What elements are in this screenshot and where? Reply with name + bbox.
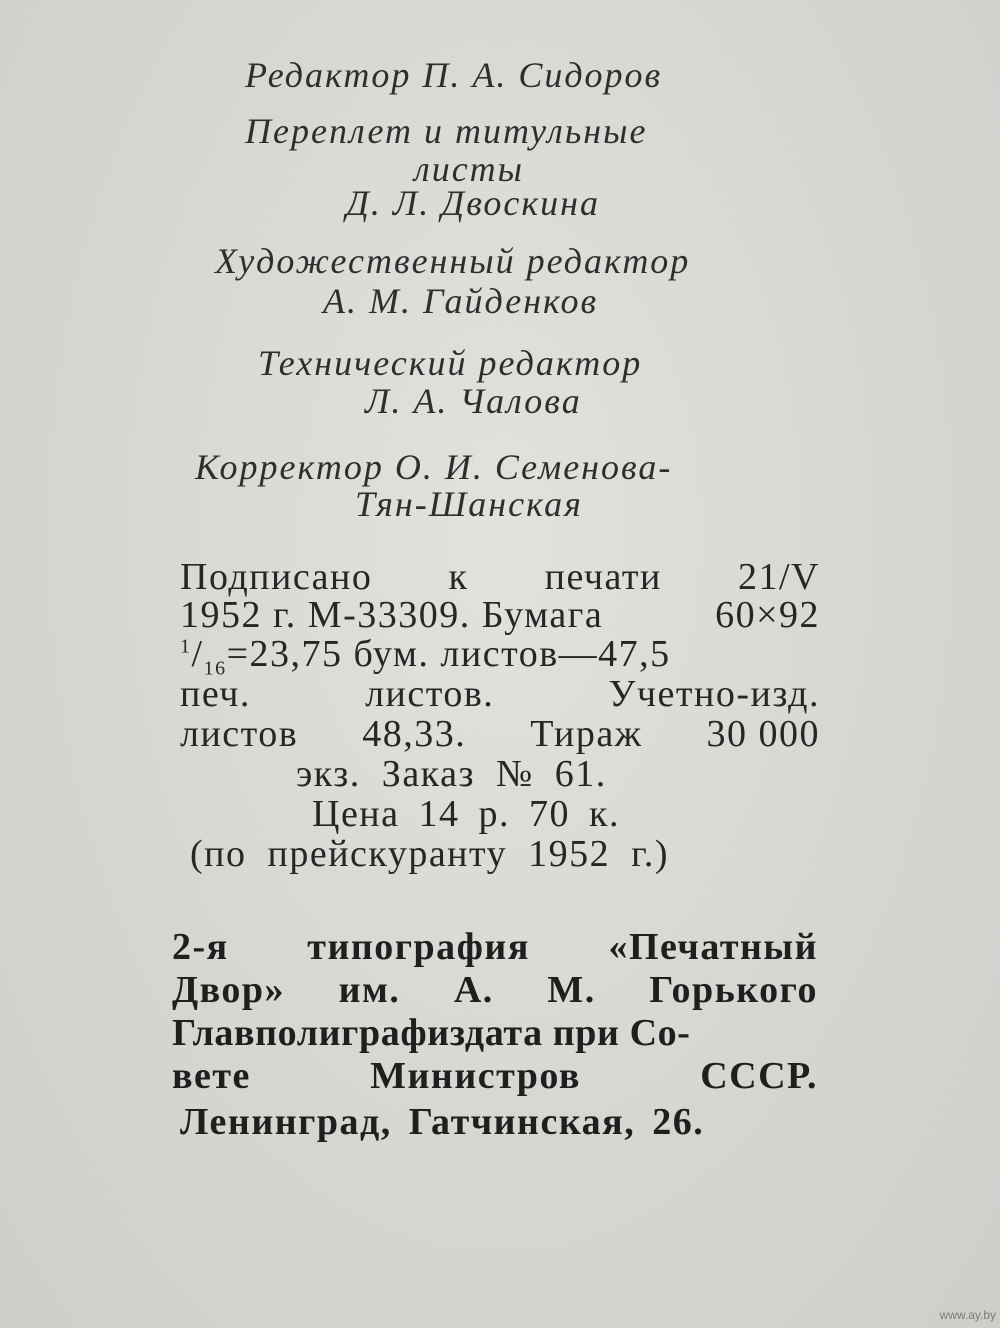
printer-address: Ленинград, Гатчинская, 26. — [180, 1101, 705, 1143]
printer-word: Министров — [370, 1055, 581, 1097]
imprint-pricelist: (по прейскуранту 1952 г.) — [190, 833, 670, 875]
site-watermark: www.ay.by — [939, 1308, 996, 1322]
printer-word: СССР. — [700, 1055, 818, 1097]
imprint-word: Подписано — [180, 556, 373, 598]
tech-editor-title: Технический редактор — [258, 343, 643, 383]
binding-credit-line1: Переплет и титульные — [245, 111, 648, 151]
art-editor-name: А. М. Гайденков — [323, 281, 599, 321]
imprint-line-3: $^1/_{16}=23,75$ бум. листов—47,5 — [180, 633, 671, 680]
imprint-word: листов — [180, 713, 299, 755]
printer-line-2 — [172, 968, 818, 1012]
printer-word: Двор» — [172, 969, 286, 1011]
imprint-word: печ. — [180, 673, 251, 715]
imprint-word: Учетно-изд. — [608, 673, 820, 715]
printer-line-3: Главполиграфиздата при Со- — [172, 1012, 691, 1054]
printer-word: Горького — [649, 969, 818, 1011]
imprint-word: 1952 г. М-33309. Бумага — [180, 594, 604, 636]
imprint-word: 30 000 — [706, 713, 820, 755]
printer-line-4 — [172, 1054, 818, 1098]
printer-word: типография — [307, 926, 530, 968]
printer-word: А. — [453, 969, 494, 1011]
imprint-price: Цена 14 р. 70 к. — [312, 793, 620, 835]
imprint-text: =23,75 бум. листов—47,5 — [226, 633, 671, 675]
printer-word: М. — [547, 969, 596, 1011]
imprint-line-4 — [180, 672, 820, 716]
art-editor-title: Художественный редактор — [215, 241, 691, 281]
imprint-line-5 — [180, 712, 820, 756]
imprint-line-6: экз. Заказ № 61. — [296, 753, 607, 795]
printer-word: 2-я — [172, 926, 229, 968]
editor-credit: Редактор П. А. Сидоров — [245, 55, 663, 95]
fraction-denominator: 16 — [203, 657, 227, 680]
corrector-credit-line2: Тян-Шанская — [355, 484, 583, 524]
printer-word: «Печатный — [608, 926, 818, 968]
imprint-line-2 — [180, 593, 820, 637]
imprint-word: печати — [544, 556, 662, 598]
imprint-word: листов. — [365, 673, 495, 715]
binding-credit-line2: листы — [414, 149, 525, 189]
binding-credit-name: Д. Л. Двоскина — [346, 183, 601, 223]
imprint-word: 48,33. — [362, 713, 467, 755]
imprint-word: 21/V — [737, 556, 820, 598]
printer-word: им. — [338, 969, 401, 1011]
printer-line-1 — [172, 925, 818, 969]
imprint-word: к — [448, 556, 469, 598]
imprint-word: 60×92 — [715, 594, 820, 636]
printer-word: вете — [172, 1055, 251, 1097]
imprint-word: Тираж — [530, 713, 643, 755]
fraction-numerator: 1 — [180, 635, 192, 658]
tech-editor-name: Л. А. Чалова — [365, 381, 582, 421]
corrector-credit-line1: Корректор О. И. Семенова- — [195, 447, 673, 487]
